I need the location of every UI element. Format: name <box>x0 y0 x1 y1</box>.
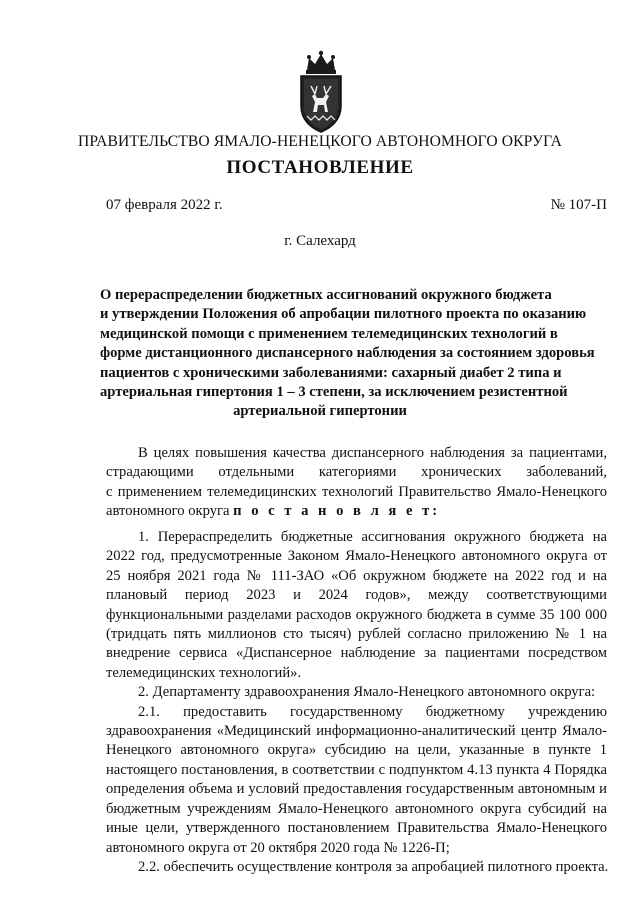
clause-line: Ненецкого автономного округа» субсидию на цели, указанные в пункте 1 <box>106 742 607 759</box>
clause-line: 25 ноября 2021 года № 111-ЗАО «Об окружном бюджете на 2022 год и на <box>106 567 607 584</box>
document-number: № 107-П <box>550 197 607 213</box>
document-title <box>100 286 595 422</box>
resolves-word: п о с т а н о в л я е т: <box>233 503 441 520</box>
clause-line: здравоохранения «Медицинский информационно-аналитический центр Ямало- <box>106 723 607 740</box>
clause-line: (тридцать пять миллионов сто тысяч) рублей согласно приложению № 1 на <box>106 626 607 643</box>
clause-line: телемедицинских технологий». <box>106 664 302 681</box>
clause-line: автономного округа от 20 октября 2020 года № 1226-П; <box>106 839 450 856</box>
clause-line: бюджетным учреждениям Ямало-Ненецкого автономного округа субсидий на <box>106 800 607 817</box>
clause-line: определения объема и условий предоставления государственным автономным и <box>106 781 607 798</box>
title-line: форме дистанционного диспансерного наблюдения за состоянием здоровья <box>100 345 595 362</box>
clause-line: плановый период 2023 и 2024 годов», между соответствующими <box>106 587 607 604</box>
organization-name: ПРАВИТЕЛЬСТВО ЯМАЛО-НЕНЕЦКОГО АВТОНОМНОГО ОКРУГА <box>78 133 562 150</box>
clause-line: 2.2. обеспечить осуществление контроля за апробацией пилотного проекта. <box>138 858 609 875</box>
clauses <box>106 528 607 877</box>
clause-line: 2022 год, предусмотренные Законом Ямало-Ненецкого автономного округа от <box>106 548 607 565</box>
document-date: 07 февраля 2022 г. <box>106 197 223 213</box>
title-line: и утверждении Положения об апробации пилотного проекта по оказанию <box>100 306 587 323</box>
document-type: ПОСТАНОВЛЕНИЕ <box>226 157 414 178</box>
preamble-line: В целях повышения качества диспансерного наблюдения за пациентами, <box>138 445 607 461</box>
clause-line: 2.1. предоставить государственному бюджетному учреждению <box>138 703 607 720</box>
preamble-line: страдающими отдельными категориями хронических заболеваний, <box>106 464 607 481</box>
clause-line: внедрение сервиса «Диспансерное наблюдение за пациентами посредством <box>106 645 607 662</box>
title-line: медицинской помощи с применением телемедицинских технологий в <box>100 325 558 342</box>
clause-line: 1. Перераспределить бюджетные ассигнования окружного бюджета на <box>138 529 607 545</box>
title-line: О перераспределении бюджетных ассигнований окружного бюджета <box>100 287 552 303</box>
title-line: артериальной гипертонии <box>233 403 407 420</box>
preamble <box>106 444 607 522</box>
coat-of-arms-icon <box>293 50 349 134</box>
title-line: пациентов с хроническими заболеваниями: сахарный диабет 2 типа и <box>100 364 562 381</box>
clause-line: настоящего постановления, в соответствии с подпунктом 4.13 пункта 4 Порядка <box>106 761 607 778</box>
document-city: г. Салехард <box>284 233 356 249</box>
clause-line: функциональными разделами расходов окружного бюджета в сумме 35 100 000 <box>106 606 607 623</box>
preamble-text: автономного округа <box>106 503 230 520</box>
clause-line: иные цели, утвержденного постановлением Правительства Ямало-Ненецкого <box>106 820 607 837</box>
title-line: артериальная гипертония 1 – 3 степени, за исключением резистентной <box>100 384 568 401</box>
clause-line: 2. Департаменту здравоохранения Ямало-Ненецкого автономного округа: <box>138 684 596 701</box>
preamble-line: с применением телемедицинских технологий Правительство Ямало-Ненецкого <box>106 483 607 500</box>
preamble-last-line <box>106 502 607 521</box>
